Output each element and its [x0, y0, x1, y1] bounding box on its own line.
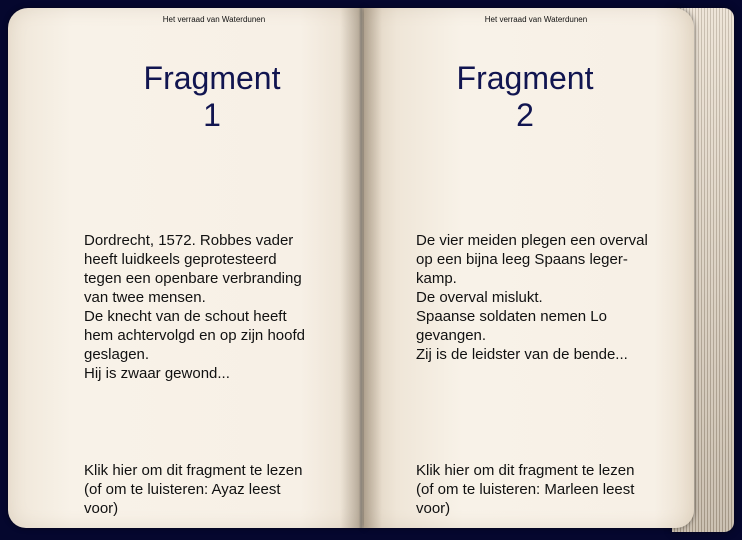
fragment-1-number: 1 — [203, 97, 221, 133]
summary-line: Zij is de leidster van de bende... — [416, 346, 628, 363]
summary-line: Hij is zwaar gewond... — [84, 365, 230, 382]
fragment-1-title — [92, 60, 332, 134]
running-head-left: Het verraad van Waterdunen — [162, 15, 266, 24]
read-link-line: voor) — [416, 500, 451, 517]
fragment-1-read-link[interactable] — [84, 461, 354, 518]
summary-line: tegen een openbare verbranding — [84, 270, 302, 287]
summary-line: Dordrecht, 1572. Robbes vader — [84, 232, 294, 249]
fragment-1-summary — [84, 231, 344, 383]
fragment-1-title-word: Fragment — [143, 60, 281, 96]
summary-line: op een bijna leeg Spaans leger- — [416, 251, 628, 268]
summary-line: geslagen. — [84, 346, 150, 363]
summary-line: De overval mislukt. — [416, 289, 543, 306]
fragment-2-title — [405, 60, 645, 134]
fragment-2-title-word: Fragment — [456, 60, 594, 96]
summary-line: hem achtervolgd en op zijn hoofd — [84, 327, 305, 344]
running-head-right: Het verraad van Waterdunen — [484, 15, 588, 24]
fragment-2-summary — [416, 231, 676, 364]
fragment-2-read-link[interactable] — [416, 461, 686, 518]
summary-line: kamp. — [416, 270, 457, 287]
summary-line: De vier meiden plegen een overval — [416, 232, 648, 249]
book-spine — [340, 8, 382, 528]
fragment-2-number: 2 — [516, 97, 534, 133]
read-link-line: (of om te luisteren: Marleen leest — [416, 481, 635, 498]
read-link-line: Klik hier om dit fragment te lezen — [84, 462, 303, 479]
summary-line: Spaanse soldaten nemen Lo — [416, 308, 607, 325]
summary-line: heeft luidkeels geprotesteerd — [84, 251, 277, 268]
read-link-line: voor) — [84, 500, 119, 517]
summary-line: gevangen. — [416, 327, 487, 344]
read-link-line: Klik hier om dit fragment te lezen — [416, 462, 635, 479]
read-link-line: (of om te luisteren: Ayaz leest — [84, 481, 281, 498]
summary-line: van twee mensen. — [84, 289, 206, 306]
summary-line: De knecht van de schout heeft — [84, 308, 287, 325]
